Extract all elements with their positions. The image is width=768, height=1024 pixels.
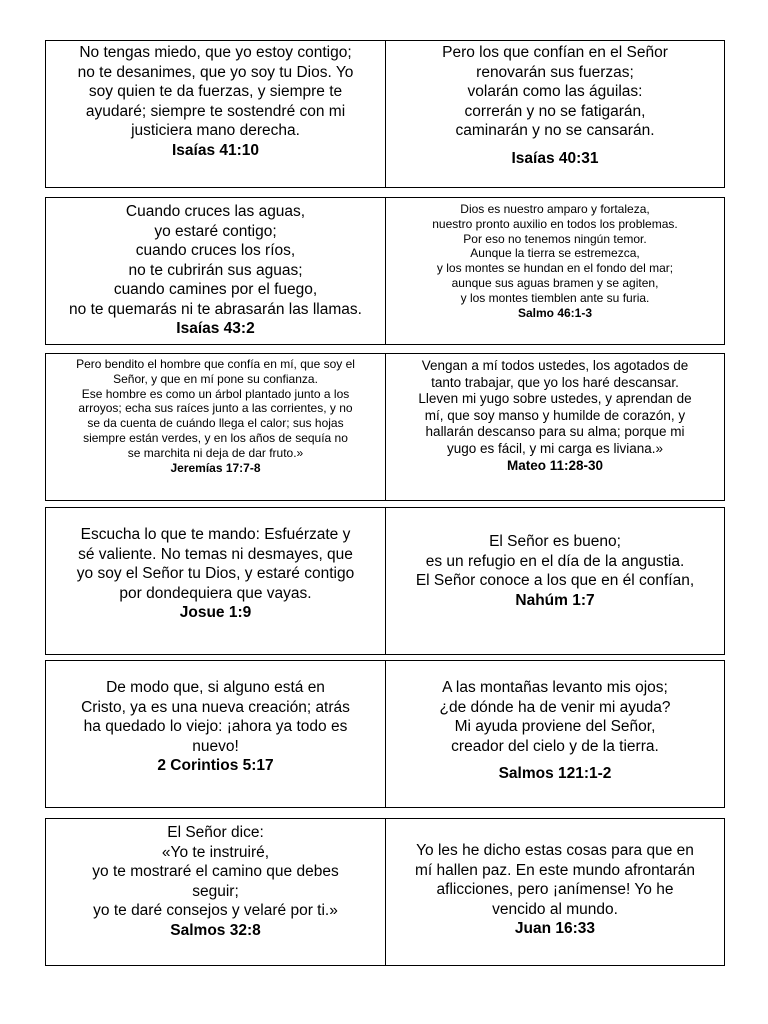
verse-text: Cuando cruces las aguas, yo estaré contigo; cuando cruces los ríos, no te cubrirán sus aguas; cuando camines por el fuego, no te quemarás ni te abrasarán las llamas. — [69, 203, 362, 318]
card-row-1 — [45, 40, 725, 188]
verse-text: Vengan a mí todos ustedes, los agotados de tanto trabajar, que yo los haré descansar. Lleven mi yugo sobre ustedes, y aprendan de mí, que soy manso y humilde de corazón, y hallarán descanso para su alma; porque mi yugo es fácil, y mi carga es liviana.» — [418, 358, 692, 456]
verse-card — [385, 508, 724, 654]
card-row-5 — [45, 660, 725, 808]
verse-reference: Isaías 41:10 — [171, 141, 260, 159]
verse-reference: Salmos 121:1-2 — [498, 765, 612, 782]
verse-card — [385, 198, 724, 344]
verse-reference: Nahúm 1:7 — [515, 591, 595, 609]
verse-card — [46, 198, 385, 344]
verse-card — [385, 41, 724, 187]
card-row-6 — [45, 818, 725, 966]
verse-text: A las montañas levanto mis ojos; ¿de dónde ha de venir mi ayuda? Mi ayuda proviene del Señor, creador del cielo y de la tierra. — [439, 679, 671, 755]
verse-reference: Salmos 32:8 — [170, 921, 261, 939]
verse-text: Pero los que confían en el Señor renovarán sus fuerzas; volarán como las águilas: correrán y no se fatigarán, caminarán y no se cansarán. — [442, 44, 668, 139]
verse-card — [46, 41, 385, 187]
card-row-4 — [45, 507, 725, 655]
verse-text: No tengas miedo, que yo estoy contigo; no te desanimes, que yo soy tu Dios. Yo soy quien te da fuerzas, y siempre te ayudaré; siempre te sostendré con mi justiciera mano derecha. — [77, 44, 354, 139]
verse-card — [46, 508, 385, 654]
verse-reference: Isaías 43:2 — [176, 320, 255, 337]
verse-reference: 2 Corintios 5:17 — [157, 757, 274, 774]
verse-card — [385, 354, 724, 500]
verse-reference: Isaías 40:31 — [511, 149, 599, 167]
verse-card — [385, 661, 724, 807]
verse-reference: Jeremías 17:7-8 — [170, 460, 261, 475]
verse-text: El Señor dice: «Yo te instruiré, yo te mostraré el camino que debes seguir; yo te daré consejos y velaré por ti.» — [92, 824, 339, 919]
card-row-3 — [45, 353, 725, 501]
verse-text: Escucha lo que te mando: Esfuérzate y sé valiente. No temas ni desmayes, que yo soy el Señor tu Dios, y estaré contigo por dondequiera que vayas. — [76, 526, 355, 602]
verse-card — [385, 819, 724, 965]
verse-reference: Josue 1:9 — [179, 604, 252, 621]
verse-card — [46, 661, 385, 807]
verse-text: Pero bendito el hombre que confía en mí, que soy el Señor, y que en mí pone su confianza. Ese hombre es como un árbol plantado junto a los arroyos; echa sus raíces junto a las corrientes, y no se da cuenta de cuándo llega el calor; sus hojas siempre están verdes, y en los años de sequía no se marchita ni deja de dar fruto.» — [76, 357, 355, 460]
verse-card — [46, 354, 385, 500]
verse-text: El Señor es bueno; es un refugio en el día de la angustia. El Señor conoce a los que en él confían, — [415, 533, 695, 589]
verse-reference: Salmo 46:1-3 — [517, 305, 593, 320]
verse-text: Yo les he dicho estas cosas para que en mí hallen paz. En este mundo afrontarán aflicciones, pero ¡anímense! Yo he vencido al mundo. — [414, 842, 696, 918]
verse-text: Dios es nuestro amparo y fortaleza, nuestro pronto auxilio en todos los problemas. Por eso no tenemos ningún temor. Aunque la tierra se estremezca, y los montes se hundan en el fondo del mar; aunque sus aguas bramen y se agiten, y los montes tiemblen ante su furia. — [432, 202, 678, 305]
card-row-2 — [45, 197, 725, 345]
verse-reference: Mateo 11:28-30 — [506, 457, 604, 473]
verse-reference: Juan 16:33 — [514, 920, 596, 937]
verse-card — [46, 819, 385, 965]
verse-text: De modo que, si alguno está en Cristo, ya es una nueva creación; atrás ha quedado lo viejo: ¡ahora ya todo es nuevo! — [81, 679, 350, 755]
